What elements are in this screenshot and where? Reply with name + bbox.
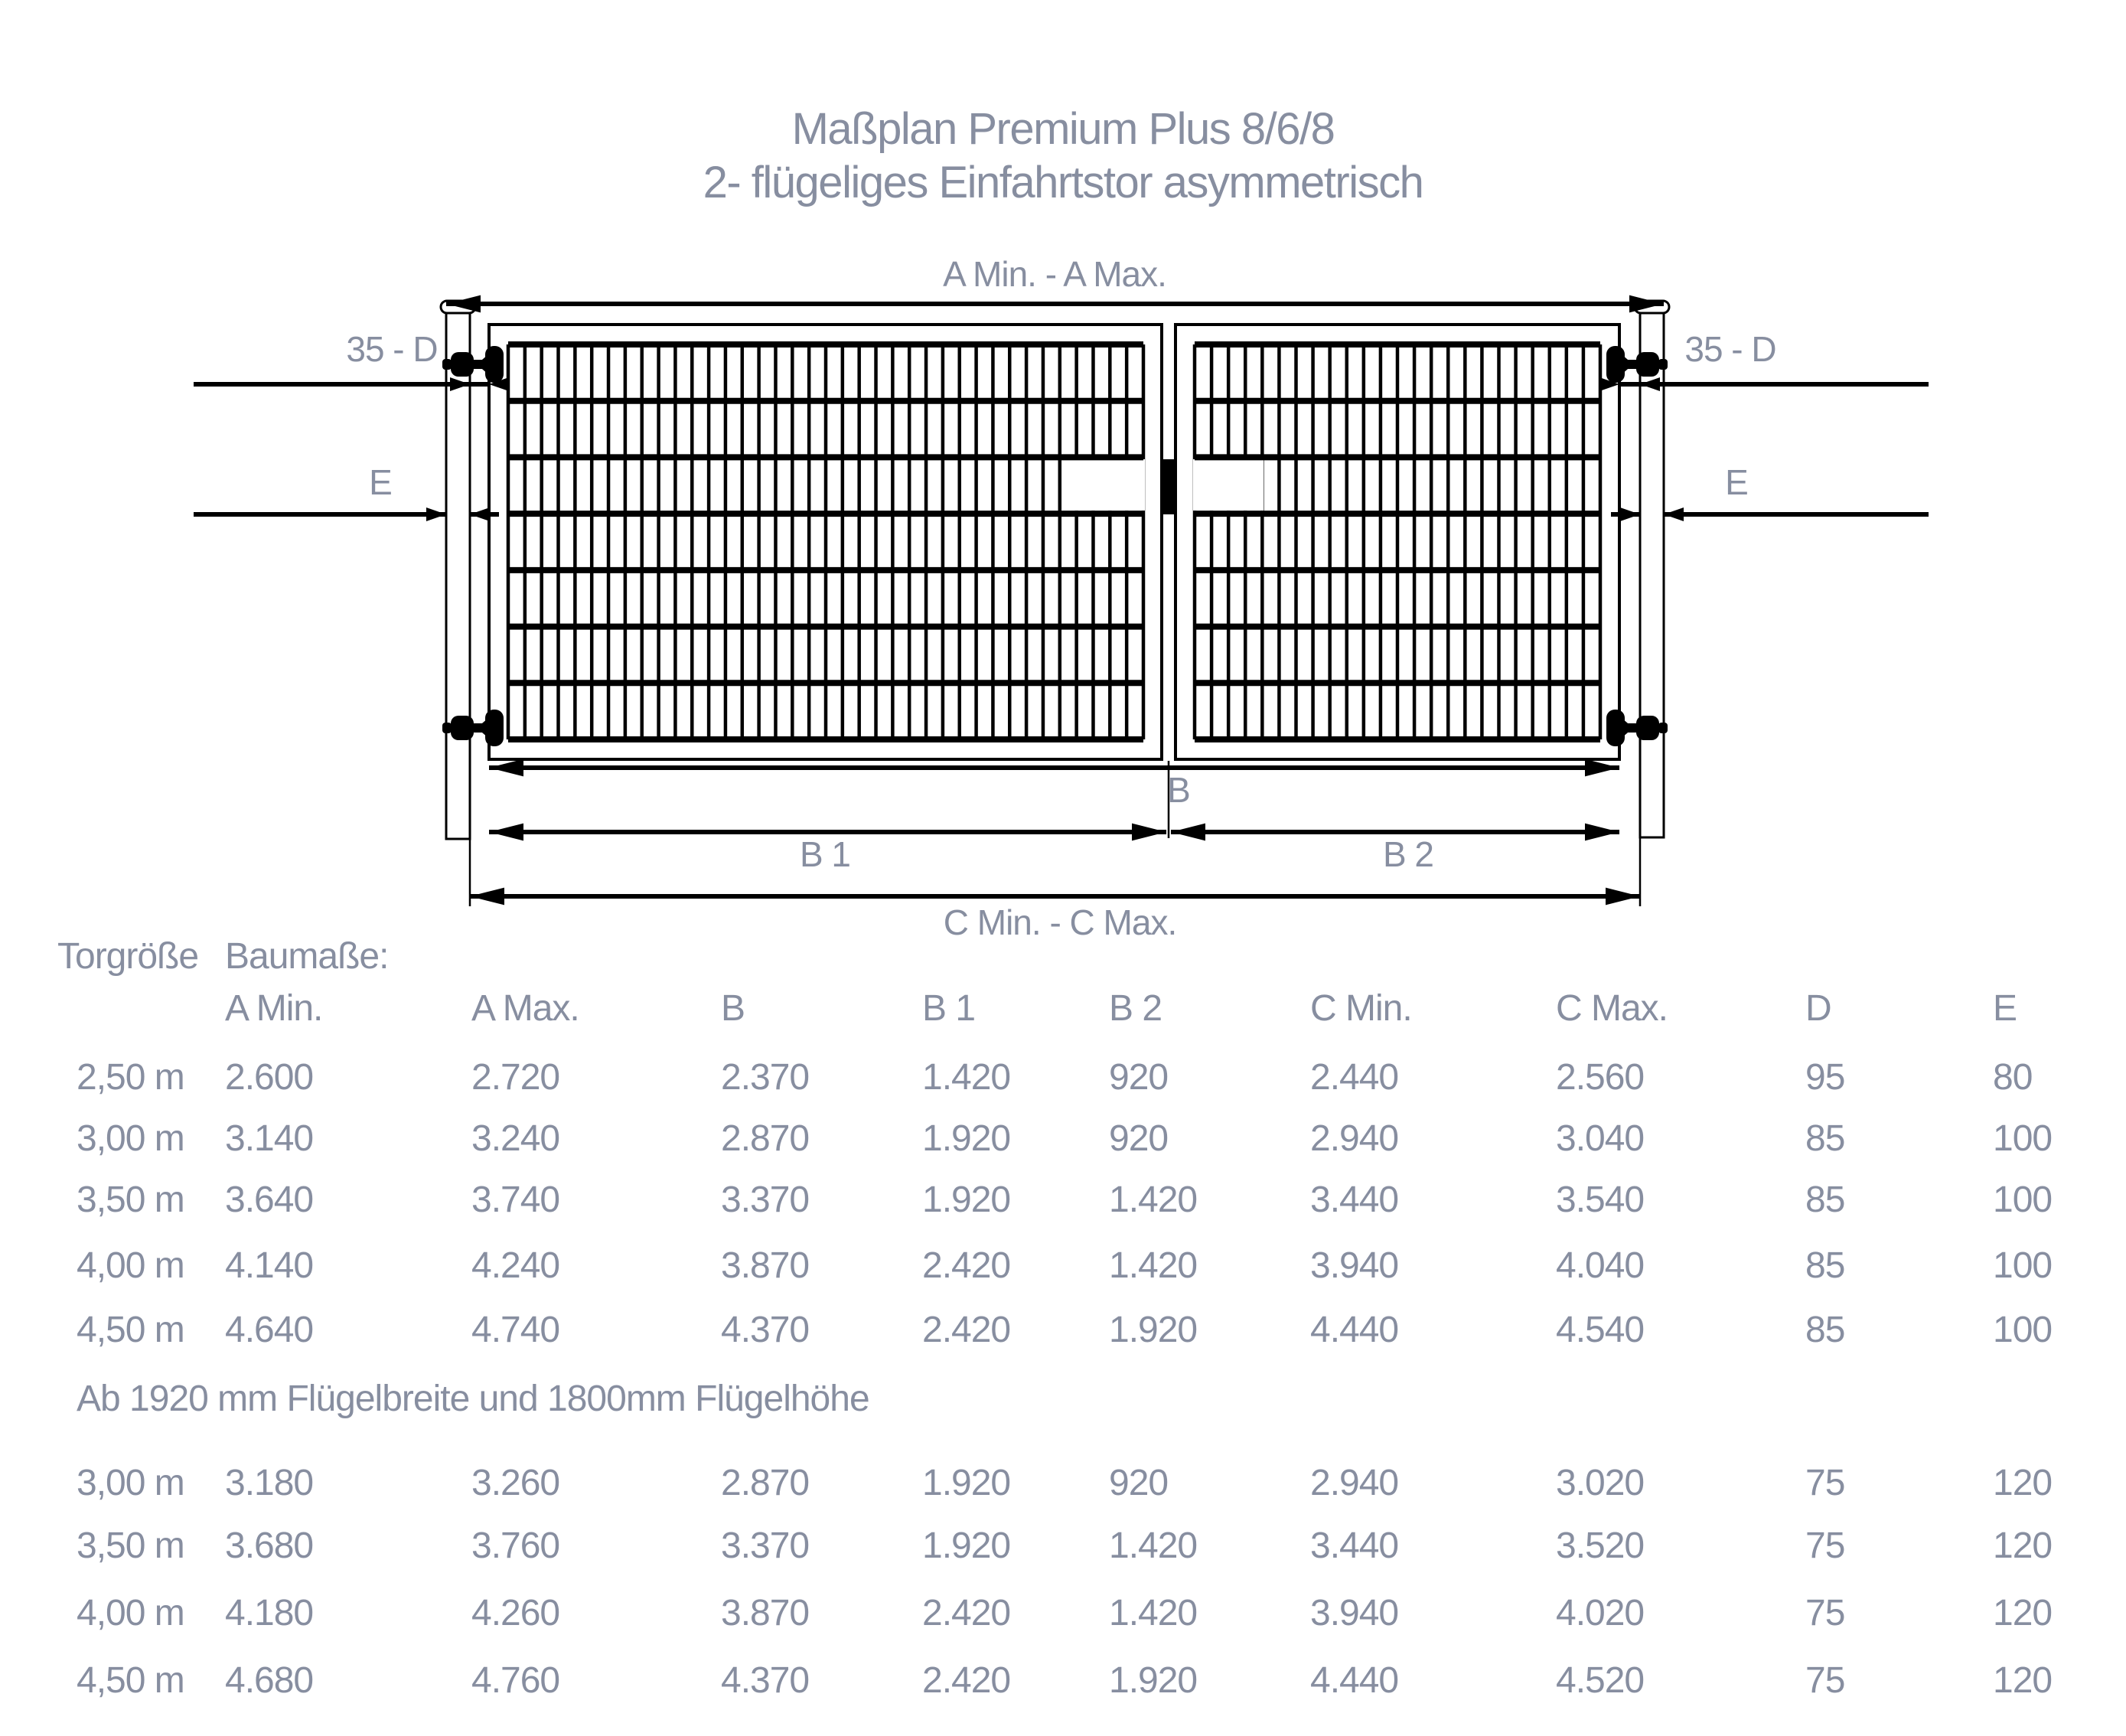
dimension-value: 2.370 bbox=[721, 1057, 810, 1098]
dimension-value: 120 bbox=[1993, 1593, 2053, 1633]
dimension-value: 3.040 bbox=[1556, 1118, 1645, 1159]
column-header: E bbox=[1993, 988, 2017, 1029]
dimension-value: 2.420 bbox=[922, 1310, 1011, 1350]
dimension-value: 75 bbox=[1805, 1660, 1845, 1701]
dimension-value: 2.940 bbox=[1310, 1463, 1399, 1503]
table-row bbox=[57, 1118, 2126, 1179]
dimension-value: 1.920 bbox=[1109, 1310, 1198, 1350]
dimension-value: 80 bbox=[1993, 1057, 2033, 1098]
dimension-value: 85 bbox=[1805, 1180, 1845, 1220]
dimension-value: 75 bbox=[1805, 1463, 1845, 1503]
dim-label-35d-left: 35 - D bbox=[346, 329, 438, 369]
dimension-value: 3.020 bbox=[1556, 1463, 1645, 1503]
dimension-value: 4.540 bbox=[1556, 1310, 1645, 1350]
dimension-value: 2.440 bbox=[1310, 1057, 1399, 1098]
dimension-value: 2.940 bbox=[1310, 1118, 1399, 1159]
dimension-value: 1.920 bbox=[922, 1180, 1011, 1220]
dimension-value: 3.640 bbox=[225, 1180, 314, 1220]
dimension-value: 920 bbox=[1109, 1463, 1169, 1503]
column-header: A Max. bbox=[471, 988, 579, 1029]
table-row bbox=[57, 1659, 2126, 1736]
dimension-value: 1.420 bbox=[1109, 1526, 1198, 1566]
dimension-value: 3.870 bbox=[721, 1593, 810, 1633]
dim-label-c: C Min. - C Max. bbox=[943, 902, 1177, 942]
gate-size: 3,50 m bbox=[77, 1526, 184, 1566]
dim-label-a: A Min. - A Max. bbox=[943, 254, 1166, 294]
dimension-value: 4.370 bbox=[721, 1310, 810, 1350]
dimension-value: 75 bbox=[1805, 1593, 1845, 1633]
table-row bbox=[57, 1592, 2126, 1659]
dimension-value: 120 bbox=[1993, 1463, 2053, 1503]
column-header: B bbox=[721, 988, 745, 1029]
dimension-value: 120 bbox=[1993, 1526, 2053, 1566]
dimension-value: 3.740 bbox=[471, 1180, 560, 1220]
table-header-group bbox=[57, 935, 2126, 987]
dimension-value: 2.870 bbox=[721, 1118, 810, 1159]
dimension-value: 2.420 bbox=[922, 1593, 1011, 1633]
dimension-value: 1.920 bbox=[1109, 1660, 1198, 1701]
dimension-value: 3.370 bbox=[721, 1526, 810, 1566]
dimension-value: 3.870 bbox=[721, 1245, 810, 1286]
dimension-value: 4.440 bbox=[1310, 1310, 1399, 1350]
post-right bbox=[1640, 312, 1664, 837]
dimension-value: 3.370 bbox=[721, 1180, 810, 1220]
gate-size: 2,50 m bbox=[77, 1057, 184, 1098]
gate-size: 3,00 m bbox=[77, 1463, 184, 1503]
table-row bbox=[57, 1245, 2126, 1309]
dimension-value: 2.560 bbox=[1556, 1057, 1645, 1098]
dimension-value: 3.240 bbox=[471, 1118, 560, 1159]
column-header: C Min. bbox=[1310, 988, 1412, 1029]
table-row bbox=[57, 1462, 2126, 1525]
dimension-value: 1.420 bbox=[1109, 1245, 1198, 1286]
dim-label-e-left: E bbox=[369, 462, 392, 502]
page-title: Maßplan Premium Plus 8/6/8 bbox=[791, 104, 1335, 154]
dimension-value: 95 bbox=[1805, 1057, 1845, 1098]
dimension-value: 3.140 bbox=[225, 1118, 314, 1159]
dimension-value: 1.920 bbox=[922, 1118, 1011, 1159]
dimension-value: 1.920 bbox=[922, 1526, 1011, 1566]
dimension-value: 4.680 bbox=[225, 1660, 314, 1701]
column-header: B 2 bbox=[1109, 988, 1162, 1029]
dimension-value: 4.370 bbox=[721, 1660, 810, 1701]
dimension-value: 4.020 bbox=[1556, 1593, 1645, 1633]
column-header: C Max. bbox=[1556, 988, 1668, 1029]
dimension-value: 3.260 bbox=[471, 1463, 560, 1503]
arrow-e-left-b bbox=[470, 507, 490, 521]
dimension-value: 100 bbox=[1993, 1180, 2053, 1220]
arrow-e-left-a bbox=[426, 507, 446, 521]
dimension-value: 2.720 bbox=[471, 1057, 560, 1098]
lock-plate-left bbox=[1074, 459, 1145, 511]
build-header: Baumaße: bbox=[225, 936, 389, 977]
dimension-value: 3.760 bbox=[471, 1526, 560, 1566]
dimension-value: 3.540 bbox=[1556, 1180, 1645, 1220]
dimension-value: 4.740 bbox=[471, 1310, 560, 1350]
dim-label-35d-right: 35 - D bbox=[1684, 329, 1776, 369]
dimension-value: 2.600 bbox=[225, 1057, 314, 1098]
dimension-value: 85 bbox=[1805, 1245, 1845, 1286]
dimension-value: 4.040 bbox=[1556, 1245, 1645, 1286]
dimension-value: 3.680 bbox=[225, 1526, 314, 1566]
dimension-value: 3.180 bbox=[225, 1463, 314, 1503]
dimension-value: 920 bbox=[1109, 1118, 1169, 1159]
arrow-e-right-b bbox=[1620, 507, 1640, 521]
dimension-value: 100 bbox=[1993, 1118, 2053, 1159]
dimension-value: 4.520 bbox=[1556, 1660, 1645, 1701]
dimension-value: 4.440 bbox=[1310, 1660, 1399, 1701]
dimension-value: 4.640 bbox=[225, 1310, 314, 1350]
dim-label-b1: B 1 bbox=[799, 834, 851, 874]
gate-size: 3,00 m bbox=[77, 1118, 184, 1159]
dimension-value: 2.420 bbox=[922, 1660, 1011, 1701]
dimension-value: 75 bbox=[1805, 1526, 1845, 1566]
dimension-value: 100 bbox=[1993, 1310, 2053, 1350]
dim-label-e-right: E bbox=[1725, 462, 1748, 502]
table-note: Ab 1920 mm Flügelbreite und 1800mm Flügelhöhe bbox=[77, 1379, 869, 1419]
dimension-value: 3.440 bbox=[1310, 1526, 1399, 1566]
latch bbox=[1163, 459, 1174, 514]
dimension-value: 1.420 bbox=[922, 1057, 1011, 1098]
table-row bbox=[57, 1056, 2126, 1118]
dimension-value: 2.870 bbox=[721, 1463, 810, 1503]
dimension-value: 1.420 bbox=[1109, 1593, 1198, 1633]
page-subtitle: 2- flügeliges Einfahrtstor asymmetrisch bbox=[703, 158, 1423, 207]
dimension-value: 100 bbox=[1993, 1245, 2053, 1286]
dimension-value: 4.240 bbox=[471, 1245, 560, 1286]
lock-plate-right bbox=[1193, 459, 1264, 511]
dimension-value: 4.140 bbox=[225, 1245, 314, 1286]
dimension-value: 1.420 bbox=[1109, 1180, 1198, 1220]
gate-size: 4,50 m bbox=[77, 1660, 184, 1701]
dimension-value: 3.440 bbox=[1310, 1180, 1399, 1220]
dimension-value: 4.760 bbox=[471, 1660, 560, 1701]
arrow-e-right-a bbox=[1664, 507, 1684, 521]
table-note-row bbox=[57, 1378, 2126, 1462]
table-row bbox=[57, 1309, 2126, 1378]
dimension-table bbox=[57, 935, 2126, 1736]
table-row bbox=[57, 1179, 2126, 1245]
gate-size: 3,50 m bbox=[77, 1180, 184, 1220]
dimension-value: 2.420 bbox=[922, 1245, 1011, 1286]
dimension-value: 920 bbox=[1109, 1057, 1169, 1098]
dimension-value: 3.940 bbox=[1310, 1245, 1399, 1286]
size-header: Torgröße bbox=[57, 936, 199, 977]
dimension-value: 85 bbox=[1805, 1118, 1845, 1159]
gate-size: 4,00 m bbox=[77, 1245, 184, 1286]
column-header: D bbox=[1805, 988, 1831, 1029]
table-row bbox=[57, 1525, 2126, 1592]
column-header: B 1 bbox=[922, 988, 976, 1029]
dimension-value: 3.940 bbox=[1310, 1593, 1399, 1633]
gate-size: 4,00 m bbox=[77, 1593, 184, 1633]
dimension-value: 4.180 bbox=[225, 1593, 314, 1633]
dimension-value: 1.920 bbox=[922, 1463, 1011, 1503]
post-left bbox=[446, 312, 470, 839]
dimension-value: 4.260 bbox=[471, 1593, 560, 1633]
gate-size: 4,50 m bbox=[77, 1310, 184, 1350]
column-header: A Min. bbox=[225, 988, 323, 1029]
dimension-value: 85 bbox=[1805, 1310, 1845, 1350]
table-header-columns bbox=[57, 987, 2126, 1056]
dim-label-b: B bbox=[1167, 770, 1190, 810]
dimension-value: 3.520 bbox=[1556, 1526, 1645, 1566]
dimension-value: 120 bbox=[1993, 1660, 2053, 1701]
dim-label-b2: B 2 bbox=[1382, 834, 1434, 874]
